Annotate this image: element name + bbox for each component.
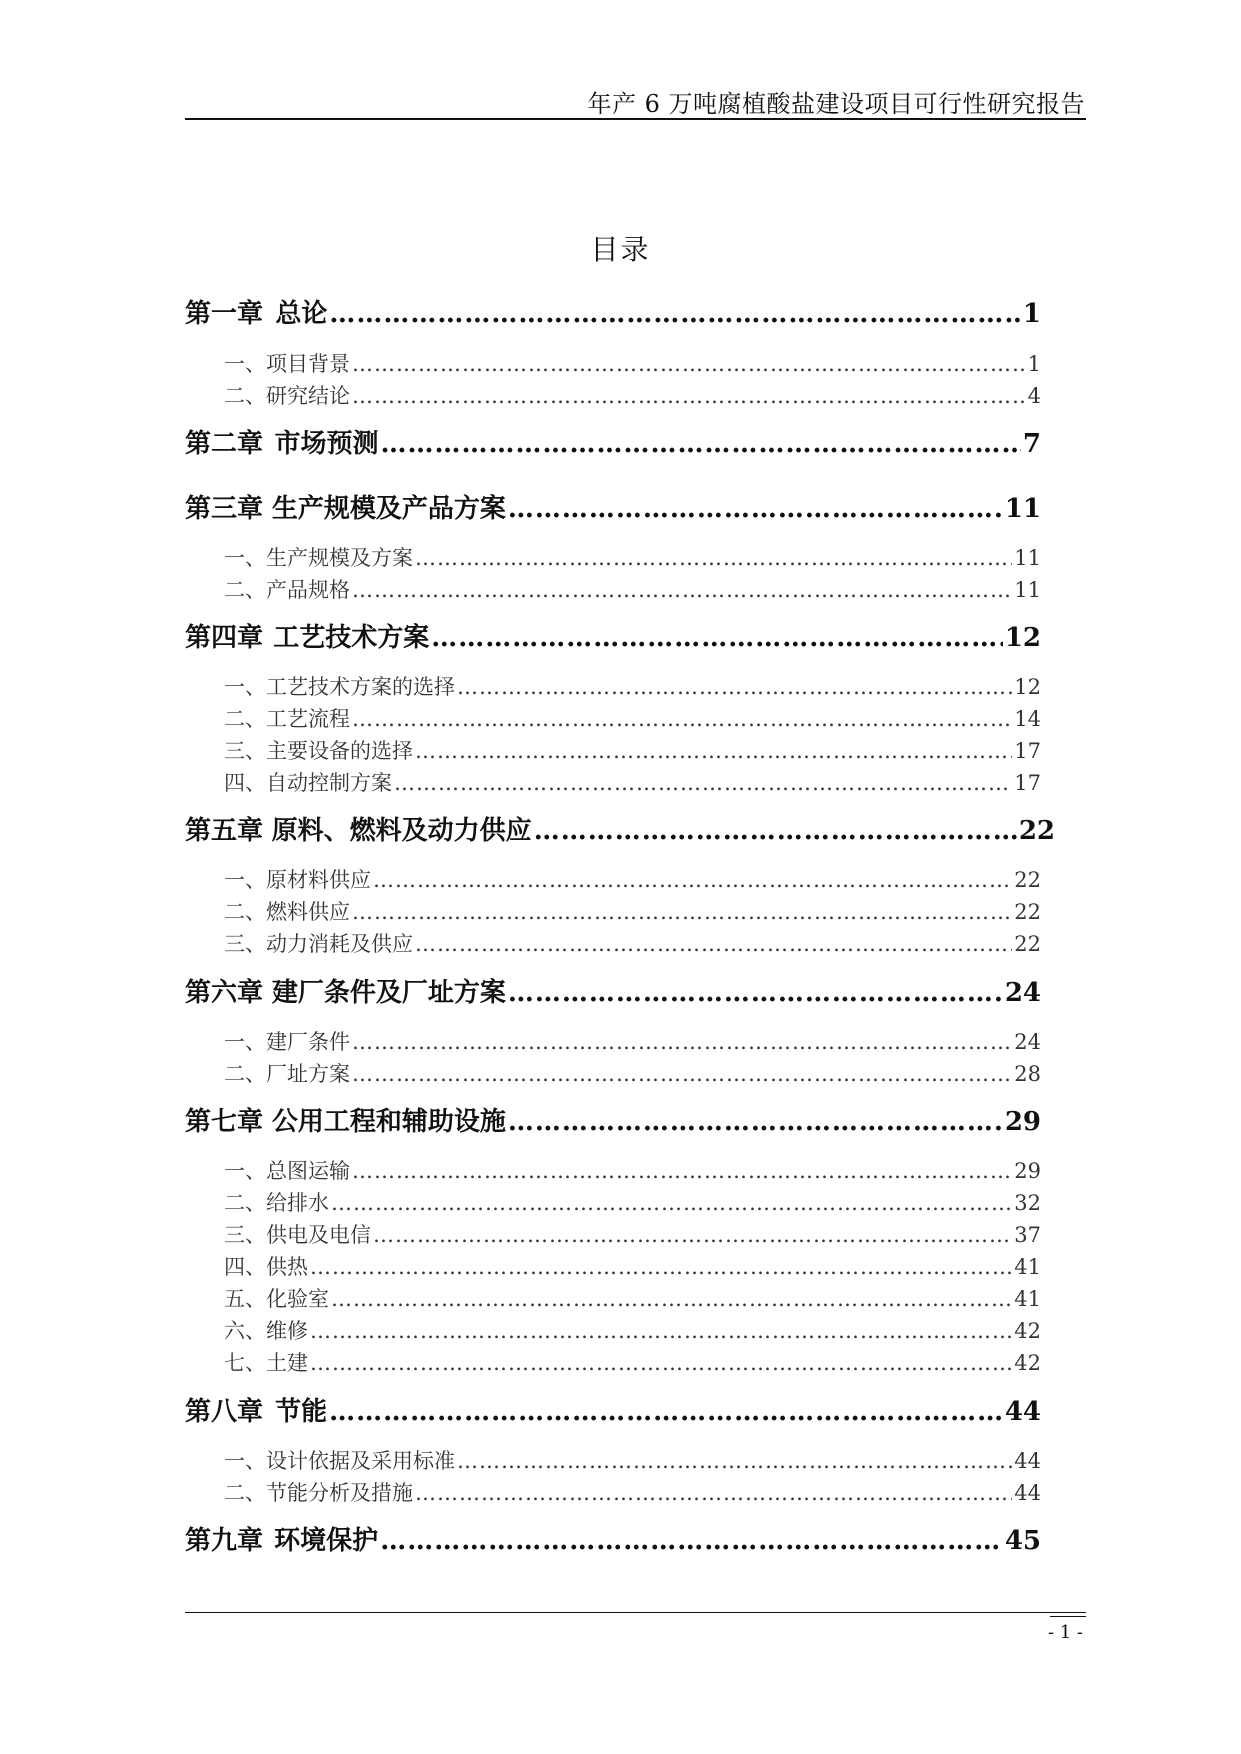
dot-leader xyxy=(415,546,1012,570)
chapter-title: 总论 xyxy=(275,299,328,329)
toc-section-entry[interactable] xyxy=(224,735,1041,765)
toc-section-entry[interactable] xyxy=(224,1315,1041,1345)
toc-section-entry[interactable] xyxy=(224,380,1041,410)
toc-section-entry[interactable] xyxy=(224,671,1041,701)
page-number-ref: 42 xyxy=(1014,1351,1041,1375)
toc-chapter-entry[interactable] xyxy=(185,617,1041,654)
section-title: 一、总图运输 xyxy=(224,1159,350,1183)
toc-section-entry[interactable] xyxy=(224,1283,1041,1313)
toc-chapter-entry[interactable] xyxy=(185,972,1041,1009)
dot-leader xyxy=(310,1255,1012,1279)
toc-section-entry[interactable] xyxy=(224,1219,1041,1249)
page-number-ref: 44 xyxy=(1014,1481,1041,1505)
section-title: 二、研究结论 xyxy=(224,384,350,408)
page-number-ref: 41 xyxy=(1014,1255,1041,1279)
dot-leader xyxy=(534,816,1017,846)
page-number-ref: 28 xyxy=(1014,1062,1041,1086)
section-title: 二、厂址方案 xyxy=(224,1062,350,1086)
toc-chapter-entry[interactable] xyxy=(185,810,1055,847)
section-title: 四、自动控制方案 xyxy=(224,771,392,795)
section-title: 五、化验室 xyxy=(224,1287,329,1311)
dot-leader xyxy=(508,494,1003,524)
dot-leader xyxy=(457,1449,1012,1473)
page-number-ref: 11 xyxy=(1004,494,1041,524)
dot-leader xyxy=(431,623,1003,653)
page-number-ref: 41 xyxy=(1014,1287,1041,1311)
page-number: - 1 - xyxy=(1047,1622,1083,1643)
toc-title: 目录 xyxy=(590,233,651,266)
page-number-ref: 22 xyxy=(1014,868,1041,892)
chapter-title: 原料、燃料及动力供应 xyxy=(271,816,532,846)
page-number-ref: 22 xyxy=(1014,900,1041,924)
page-number-ref: 17 xyxy=(1014,739,1041,763)
chapter-title: 环境保护 xyxy=(274,1526,379,1556)
page-number-ref: 24 xyxy=(1014,1030,1041,1054)
page-number-ref: 12 xyxy=(1014,675,1041,699)
page-number-ref: 1 xyxy=(1022,299,1041,329)
section-title: 一、工艺技术方案的选择 xyxy=(224,675,455,699)
toc-section-entry[interactable] xyxy=(224,864,1041,894)
section-title: 七、土建 xyxy=(224,1351,308,1375)
page-number-ref: 32 xyxy=(1014,1191,1041,1215)
page-number-ref: 45 xyxy=(1004,1526,1041,1556)
toc-section-entry[interactable] xyxy=(224,1445,1041,1475)
toc-section-entry[interactable] xyxy=(224,574,1041,604)
chapter-number: 第七章 xyxy=(185,1107,264,1137)
chapter-title: 工艺技术方案 xyxy=(273,623,430,653)
page-number-ref: 1 xyxy=(1027,352,1041,376)
page-number-ref: 42 xyxy=(1014,1319,1041,1343)
page-number-ref: 4 xyxy=(1027,384,1041,408)
page-number-ref: 17 xyxy=(1014,771,1041,795)
dot-leader xyxy=(380,1526,1003,1556)
section-title: 三、动力消耗及供应 xyxy=(224,932,413,956)
toc-section-entry[interactable] xyxy=(224,1026,1041,1056)
toc-section-entry[interactable] xyxy=(224,1187,1041,1217)
footer-rule-tail xyxy=(1050,1616,1086,1617)
toc-section-entry[interactable] xyxy=(224,703,1041,733)
toc-section-entry[interactable] xyxy=(224,896,1041,926)
chapter-number: 第五章 xyxy=(185,816,264,846)
toc-chapter-entry[interactable] xyxy=(185,1101,1041,1138)
dot-leader xyxy=(373,1223,1012,1247)
chapter-number: 第四章 xyxy=(185,623,264,653)
chapter-number: 第一章 xyxy=(185,299,264,329)
section-title: 四、供热 xyxy=(224,1255,308,1279)
dot-leader xyxy=(415,932,1012,956)
page-number-ref: 14 xyxy=(1014,707,1041,731)
toc-section-entry[interactable] xyxy=(224,1477,1041,1507)
dot-leader xyxy=(310,1319,1012,1343)
page-number-ref: 12 xyxy=(1004,623,1041,653)
dot-leader xyxy=(352,900,1012,924)
section-title: 二、给排水 xyxy=(224,1191,329,1215)
section-title: 二、工艺流程 xyxy=(224,707,350,731)
page-number-ref: 24 xyxy=(1004,978,1041,1008)
section-title: 三、供电及电信 xyxy=(224,1223,371,1247)
chapter-number: 第九章 xyxy=(185,1526,264,1556)
toc-chapter-entry[interactable] xyxy=(185,1520,1041,1557)
dot-leader xyxy=(394,771,1012,795)
running-header: 年产 6 万吨腐植酸盐建设项目可行性研究报告 xyxy=(587,90,1085,118)
dot-leader xyxy=(415,1481,1012,1505)
section-title: 三、主要设备的选择 xyxy=(224,739,413,763)
toc-section-entry[interactable] xyxy=(224,542,1041,572)
chapter-number: 第八章 xyxy=(185,1397,264,1427)
dot-leader xyxy=(457,675,1012,699)
page-number-ref: 29 xyxy=(1004,1107,1041,1137)
footer-rule xyxy=(185,1612,1086,1613)
toc-section-entry[interactable] xyxy=(224,1058,1041,1088)
dot-leader xyxy=(415,739,1012,763)
section-title: 二、产品规格 xyxy=(224,578,350,602)
chapter-number: 第三章 xyxy=(185,494,264,524)
chapter-number: 第六章 xyxy=(185,978,264,1008)
dot-leader xyxy=(352,578,1012,602)
chapter-title: 公用工程和辅助设施 xyxy=(271,1107,506,1137)
dot-leader xyxy=(352,1030,1012,1054)
toc-section-entry[interactable] xyxy=(224,1347,1041,1377)
page-number-ref: 22 xyxy=(1018,816,1055,846)
toc-chapter-entry[interactable] xyxy=(185,423,1041,460)
dot-leader xyxy=(329,1397,1003,1427)
section-title: 一、设计依据及采用标准 xyxy=(224,1449,455,1473)
dot-leader xyxy=(381,429,1021,459)
page-number-ref: 11 xyxy=(1014,546,1041,570)
section-title: 一、建厂条件 xyxy=(224,1030,350,1054)
page-number-ref: 37 xyxy=(1014,1223,1041,1247)
toc-section-entry[interactable] xyxy=(224,928,1041,958)
page-number-ref: 44 xyxy=(1004,1397,1041,1427)
toc-section-entry[interactable] xyxy=(224,1155,1041,1185)
dot-leader xyxy=(508,978,1003,1008)
toc-section-entry[interactable] xyxy=(224,767,1041,797)
dot-leader xyxy=(352,707,1012,731)
chapter-number: 第二章 xyxy=(185,429,264,459)
dot-leader xyxy=(373,868,1012,892)
page-number-ref: 11 xyxy=(1014,578,1041,602)
dot-leader xyxy=(508,1107,1003,1137)
toc-chapter-entry[interactable] xyxy=(185,488,1041,525)
dot-leader xyxy=(331,1191,1012,1215)
section-title: 一、原材料供应 xyxy=(224,868,371,892)
page-number-ref: 44 xyxy=(1014,1449,1041,1473)
chapter-title: 节能 xyxy=(275,1397,328,1427)
section-title: 二、燃料供应 xyxy=(224,900,350,924)
dot-leader xyxy=(352,1159,1012,1183)
dot-leader xyxy=(331,1287,1012,1311)
chapter-title: 市场预测 xyxy=(274,429,379,459)
dot-leader xyxy=(352,1062,1012,1086)
toc-chapter-entry[interactable] xyxy=(185,1391,1041,1428)
toc-section-entry[interactable] xyxy=(224,348,1041,378)
dot-leader xyxy=(352,352,1026,376)
page-number-ref: 29 xyxy=(1014,1159,1041,1183)
dot-leader xyxy=(329,299,1020,329)
dot-leader xyxy=(352,384,1026,408)
toc-chapter-entry[interactable] xyxy=(185,293,1041,330)
dot-leader xyxy=(310,1351,1012,1375)
section-title: 一、生产规模及方案 xyxy=(224,546,413,570)
chapter-title: 生产规模及产品方案 xyxy=(271,494,506,524)
chapter-title: 建厂条件及厂址方案 xyxy=(271,978,506,1008)
section-title: 二、节能分析及措施 xyxy=(224,1481,413,1505)
toc-section-entry[interactable] xyxy=(224,1251,1041,1281)
page-number-ref: 22 xyxy=(1014,932,1041,956)
page-number-ref: 7 xyxy=(1022,429,1041,459)
section-title: 六、维修 xyxy=(224,1319,308,1343)
section-title: 一、项目背景 xyxy=(224,352,350,376)
